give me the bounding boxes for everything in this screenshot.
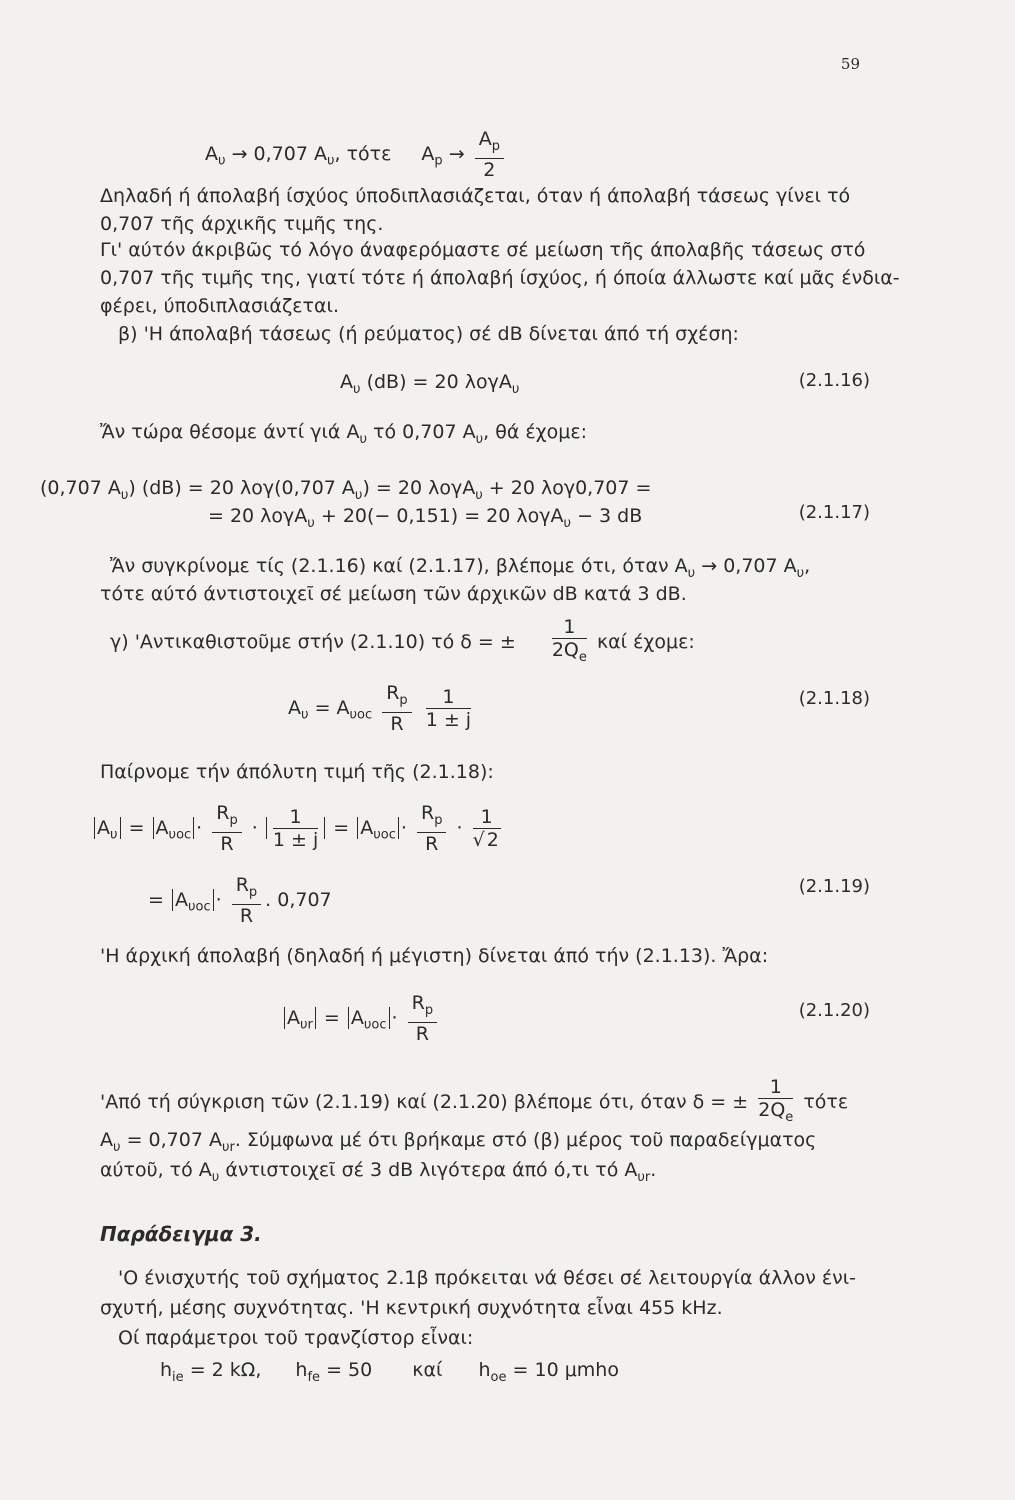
para-9: 'Από τή σύγκριση τῶν (2.1.19) καί (2.1.20) βλέπομε ότι, όταν δ = ± $\frac{1}{2Q_e}$ τότε [100, 1076, 849, 1125]
para-10-line-2: αύτοῦ, τό $A_\upsilon$ άντιστοιχεῖ σέ 3 dB λιγότερα άπό ό,τι τό $A_{\upsilon r}$. [100, 1159, 657, 1185]
para-2-line-3: φέρει, ύποδιπλασιάζεται. [100, 295, 339, 317]
para-8: 'Η άρχική άπολαβή (δηλαδή ή μέγιστη) δίνεται άπό τήν (2.1.13). Ἄρα: [100, 945, 769, 967]
fraction-ap-over-2: $\frac{A_p}{2}$ [475, 128, 504, 181]
para-2-line-1: Γι' αύτόν άκριβῶς τό λόγο άναφερόμαστε σέ μείωση τῆς άπολαβῆς τάσεως στό [100, 239, 866, 261]
equation-2-1-17-line-2: = 20 λογA$_\upsilon$ + 20(− 0,151) = 20 λογA$_\upsilon$ − 3 dB [208, 505, 643, 531]
equation-2-1-16: $A_\upsilon$ (dB) = 20 λογA$_\upsilon$ [340, 371, 520, 397]
equation-number-2-1-18: (2.1.18) [798, 688, 870, 709]
intro-relation: $A_\upsilon \to 0,707$ $A_\upsilon$, τότε $A_p$ → $\frac{A_p}{2}$ [205, 128, 508, 181]
para-5-line-1: Ἄν συγκρίνομε τίς (2.1.16) καί (2.1.17), βλέπομε ότι, όταν $A_\upsilon \to 0,707$ $A_\upsilon$, [110, 555, 811, 581]
para-2-line-2: 0,707 τῆς τιμῆς της, γιατί τότε ή άπολαβή ίσχύος, ή όποία άλλωστε καί μᾶς ένδια- [100, 267, 900, 289]
equation-2-1-19-line-2: = $A_{\upsilon oc}$ · $\frac{R_p}{R}$ . 0,707 [148, 874, 332, 927]
equation-2-1-18: $A_\upsilon = A_{\upsilon oc}$ $\frac{R_p}{R}$ $\frac{1}{1 \pm j}$ [288, 682, 472, 735]
para-11-line-1: 'Ο ένισχυτής τοῦ σχήματος 2.1β πρόκειται νά θέσει σέ λειτουργία άλλον ένι- [118, 1267, 857, 1289]
equation-number-2-1-17: (2.1.17) [798, 502, 870, 523]
para-7: Παίρνομε τήν άπόλυτη τιμή τῆς (2.1.18): [100, 761, 494, 783]
para-1-line-2: 0,707 τῆς άρχικῆς τιμῆς της. [100, 213, 384, 235]
para-5-line-2: τότε αύτό άντιστοιχεῖ σέ μείωση τῶν άρχικῶν dB κατά 3 dB. [100, 583, 687, 605]
para-6: γ) 'Αντικαθιστοῦμε στήν (2.1.10) τό δ = ± $\frac{1}{2Q_e}$ καί έχομε: [110, 616, 695, 665]
equation-2-1-19-line-1: $A_\upsilon = A_{\upsilon oc}$ · $\frac{R_p}{R}$ · $\frac{1}{1 \pm j}$ = $A_{\upsilon oc}$ · $\frac{R_p}{R}$ · $\frac{1}{√ 2}$ [92, 802, 505, 855]
para-11-line-2: σχυτή, μέσης συχνότητας. 'Η κεντρική συχνότητα εἶναι 455 kHz. [100, 1297, 723, 1319]
para-3: β) 'Η άπολαβή τάσεως (ή ρεύματος) σέ dB δίνεται άπό τή σχέση: [118, 323, 739, 345]
equation-2-1-17-line-1: (0,707 $A_\upsilon$) (dB) = 20 λογ(0,707 $A_\upsilon) = 20$ λογA$_\upsilon$ + 20 λογ0,707 = [40, 477, 652, 503]
para-1-line-1: Δηλαδή ή άπολαβή ίσχύος ύποδιπλασιάζεται, όταν ή άπολαβή τάσεως γίνει τό [100, 185, 851, 207]
para-10-line-1: $A_\upsilon = 0,707$ $A_{\upsilon r}$. Σύμφωνα μέ ότι βρήκαμε στό (β) μέρος τοῦ παραδείγματος [100, 1129, 817, 1155]
example-heading: Παράδειγμα 3. [100, 1222, 262, 1246]
para-12: Οί παράμετροι τοῦ τρανζίστορ εἶναι: [118, 1327, 474, 1349]
equation-number-2-1-19: (2.1.19) [798, 876, 870, 897]
equation-number-2-1-16: (2.1.16) [798, 370, 870, 391]
equation-number-2-1-20: (2.1.20) [798, 1000, 870, 1021]
para-4: Ἄν τώρα θέσομε άντί γιά $A_\upsilon$ τό 0,707 $A_\upsilon$, θά έχομε: [100, 421, 588, 447]
transistor-parameters: $h_{ie} = 2$ kΩ, $h_{fe} = 50$ καί $h_{oe} = 10$ μmho [160, 1359, 619, 1385]
page-number: 59 [840, 55, 860, 73]
equation-2-1-20: $A_{\upsilon r} = A_{\upsilon oc}$ · $\frac{R_p}{R}$ [282, 992, 441, 1045]
